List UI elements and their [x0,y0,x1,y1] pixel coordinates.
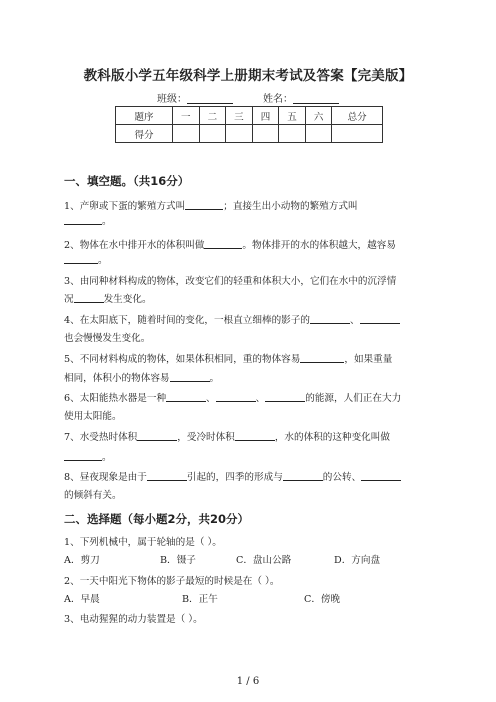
score-table-header-row [116,107,383,125]
answer-blank [170,372,210,382]
question-line: 1、产卵或下蛋的繁殖方式叫 ；直接生出小动物的繁殖方式叫 [64,201,358,212]
answer-blank [204,239,242,249]
student-info-line [0,90,496,105]
question-line: 。 [64,213,112,227]
answer-blank [310,314,350,324]
question-line: 相同，体积小的物体容易 。 [64,373,220,384]
answer-blank [283,471,323,481]
option-b: B．镊子 [160,555,196,566]
answer-blank [265,392,305,402]
score-cell [173,125,200,143]
score-header-cell: 四 [252,107,279,125]
question-line: 1、下列机械中，属于轮轴的是（ ）。 [64,537,222,548]
answer-blank [360,314,400,324]
question-line: 7、水受热时体积 ，受冷时体积 ，水的体积的这种变化叫做 [64,432,390,443]
score-header-cell: 二 [199,107,226,125]
option-c: C．傍晚 [304,594,341,605]
score-header-cell: 六 [305,107,332,125]
question-line: 8、昼夜现象是由于 引起的，四季的形成与 的公转、 [64,469,401,483]
section-1-heading: 一、填空题。（共16分） [64,174,190,188]
score-table-score-row [116,125,383,143]
score-cell [332,125,383,143]
question-line: 。 [64,252,108,266]
class-label: 班级： [157,94,187,105]
option-b: B．正午 [182,594,218,605]
class-blank [187,93,233,104]
question-line: 3、电动猩猩的动力装置是（ ）。 [64,614,203,625]
score-header-cell: 总分 [332,107,383,125]
document-title: 教科版小学五年级科学上册期末考试及答案【完美版】 [83,68,413,84]
question-line: 5、不同材料构成的物体，如果体积相同，重的物体容易 ，如果重量 [64,354,393,365]
question-line: 使用太阳能。 [64,411,122,422]
score-header-cell: 一 [173,107,200,125]
option-c: C．盘山公路 [236,555,292,566]
question-line: 2、一天中阳光下物体的影子最短的时候是在（ ）。 [64,576,280,587]
question-line: 6、太阳能热水器是一种 、 、 的能源，人们正在大力 [64,393,402,404]
question-line: 4、在太阳底下，随着时间的变化，一根直立细棒的影子的 、 [64,312,400,326]
answer-blank [185,200,223,210]
answer-blank [216,392,256,402]
page-number: 1 / 6 [236,676,260,687]
question-line: 况 发生变化。 [64,294,152,305]
score-cell [252,125,279,143]
answer-blank [166,392,206,402]
score-cell [279,125,306,143]
score-header-cell: 三 [226,107,253,125]
question-line: 也会慢慢发生变化。 [64,333,151,344]
option-d: D．方向盘 [334,555,381,566]
option-a: A．早晨 [64,594,100,605]
answer-blank [300,353,344,363]
question-line: 的倾斜有关。 [64,490,122,501]
score-table [115,106,383,143]
answer-blank [235,431,275,441]
question-line: 3、由同种材料构成的物体，改变它们的轻重和体积大小，它们在水中的沉浮情 [64,276,397,287]
score-row-label: 得分 [116,125,173,143]
name-blank [293,93,339,104]
score-cell [226,125,253,143]
section-2-heading: 二、选择题（每小题2分，共20分） [64,512,250,526]
answer-blank [64,451,102,461]
score-header-cell: 五 [279,107,306,125]
name-label: 姓名： [263,94,293,105]
score-header-cell: 题序 [116,107,173,125]
answer-blank [64,215,102,225]
answer-blank [137,431,177,441]
answer-blank [64,254,98,264]
answer-blank [147,471,187,481]
option-a: A．剪刀 [64,555,100,566]
question-line: 2、物体在水中排开水的体积叫做 。物体排开的水的体积越大，越容易 [64,240,396,251]
answer-blank [74,293,104,303]
question-line: 。 [64,449,112,463]
answer-blank [361,471,401,481]
score-cell [199,125,226,143]
score-cell [305,125,332,143]
